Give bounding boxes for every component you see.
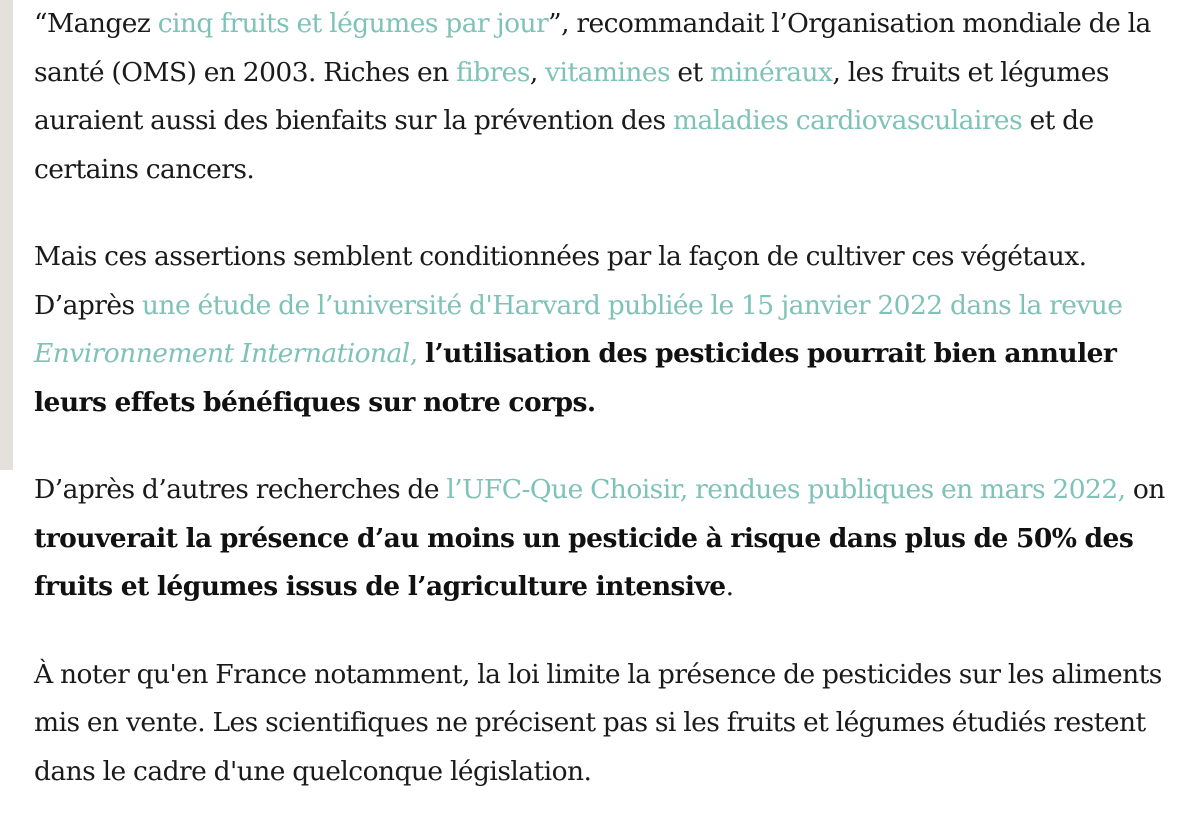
p3-bold-statement: trouverait la présence d’au moins un pesticide à risque dans plus de 50% des fruits et légumes issus de l’agriculture intensive bbox=[34, 522, 1134, 602]
p1-text-6: et de certains cancers. bbox=[34, 105, 1094, 185]
paragraph-2 bbox=[34, 233, 1184, 427]
p1-text-4: et bbox=[670, 56, 711, 88]
link-etude-harvard-end: , bbox=[409, 338, 418, 369]
link-cinq-fruits[interactable]: cinq fruits et légumes par jour bbox=[157, 8, 549, 39]
p2-text-1: Mais ces assertions semblent conditionnées par la façon de cultiver ces végétaux. D’après bbox=[34, 241, 1087, 321]
link-etude-harvard-text: une étude de l’université d'Harvard publiée le 15 janvier 2022 dans la revue bbox=[141, 289, 1123, 321]
link-fibres[interactable]: fibres bbox=[455, 56, 530, 88]
p1-text-3: , bbox=[529, 56, 546, 88]
p2-text-2 bbox=[418, 338, 425, 369]
p1-text-1: “Mangez bbox=[34, 8, 158, 39]
p3-text-2: on bbox=[1125, 474, 1165, 505]
p3-text-1: D’après d’autres recherches de bbox=[34, 474, 447, 505]
p4-text-1: À noter qu'en France notamment, la loi limite la présence de pesticides sur les aliments mis en vente. Les scientifiques ne précisent pas si les fruits et légumes étudiés restent dans le cadre d'une quelconque législation. bbox=[34, 658, 1162, 787]
article-body bbox=[34, 0, 1184, 824]
p3-text-3: . bbox=[725, 571, 734, 602]
link-vitamines[interactable]: vitamines bbox=[545, 56, 671, 88]
link-ufc-que-choisir[interactable]: l’UFC-Que Choisir, rendues publiques en mars 2022, bbox=[446, 474, 1126, 505]
p1-text-2: ”, recommandait l’Organisation mondiale de la santé (OMS) en 2003. Riches en bbox=[34, 8, 1151, 88]
left-margin-bar bbox=[0, 0, 13, 470]
p1-text-5: , les fruits et légumes auraient aussi des bienfaits sur la prévention des bbox=[34, 56, 1109, 136]
paragraph-3 bbox=[34, 466, 1184, 612]
paragraph-4 bbox=[34, 651, 1184, 797]
link-mineraux[interactable]: minéraux bbox=[710, 56, 833, 88]
paragraph-1 bbox=[34, 0, 1184, 194]
link-journal-title: Environnement International bbox=[34, 338, 410, 369]
link-maladies-cardiovasculaires[interactable]: maladies cardiovasculaires bbox=[672, 105, 1023, 136]
p2-bold-statement: l’utilisation des pesticides pourrait bien annuler leurs effets bénéfiques sur notre corps. bbox=[34, 338, 1117, 418]
